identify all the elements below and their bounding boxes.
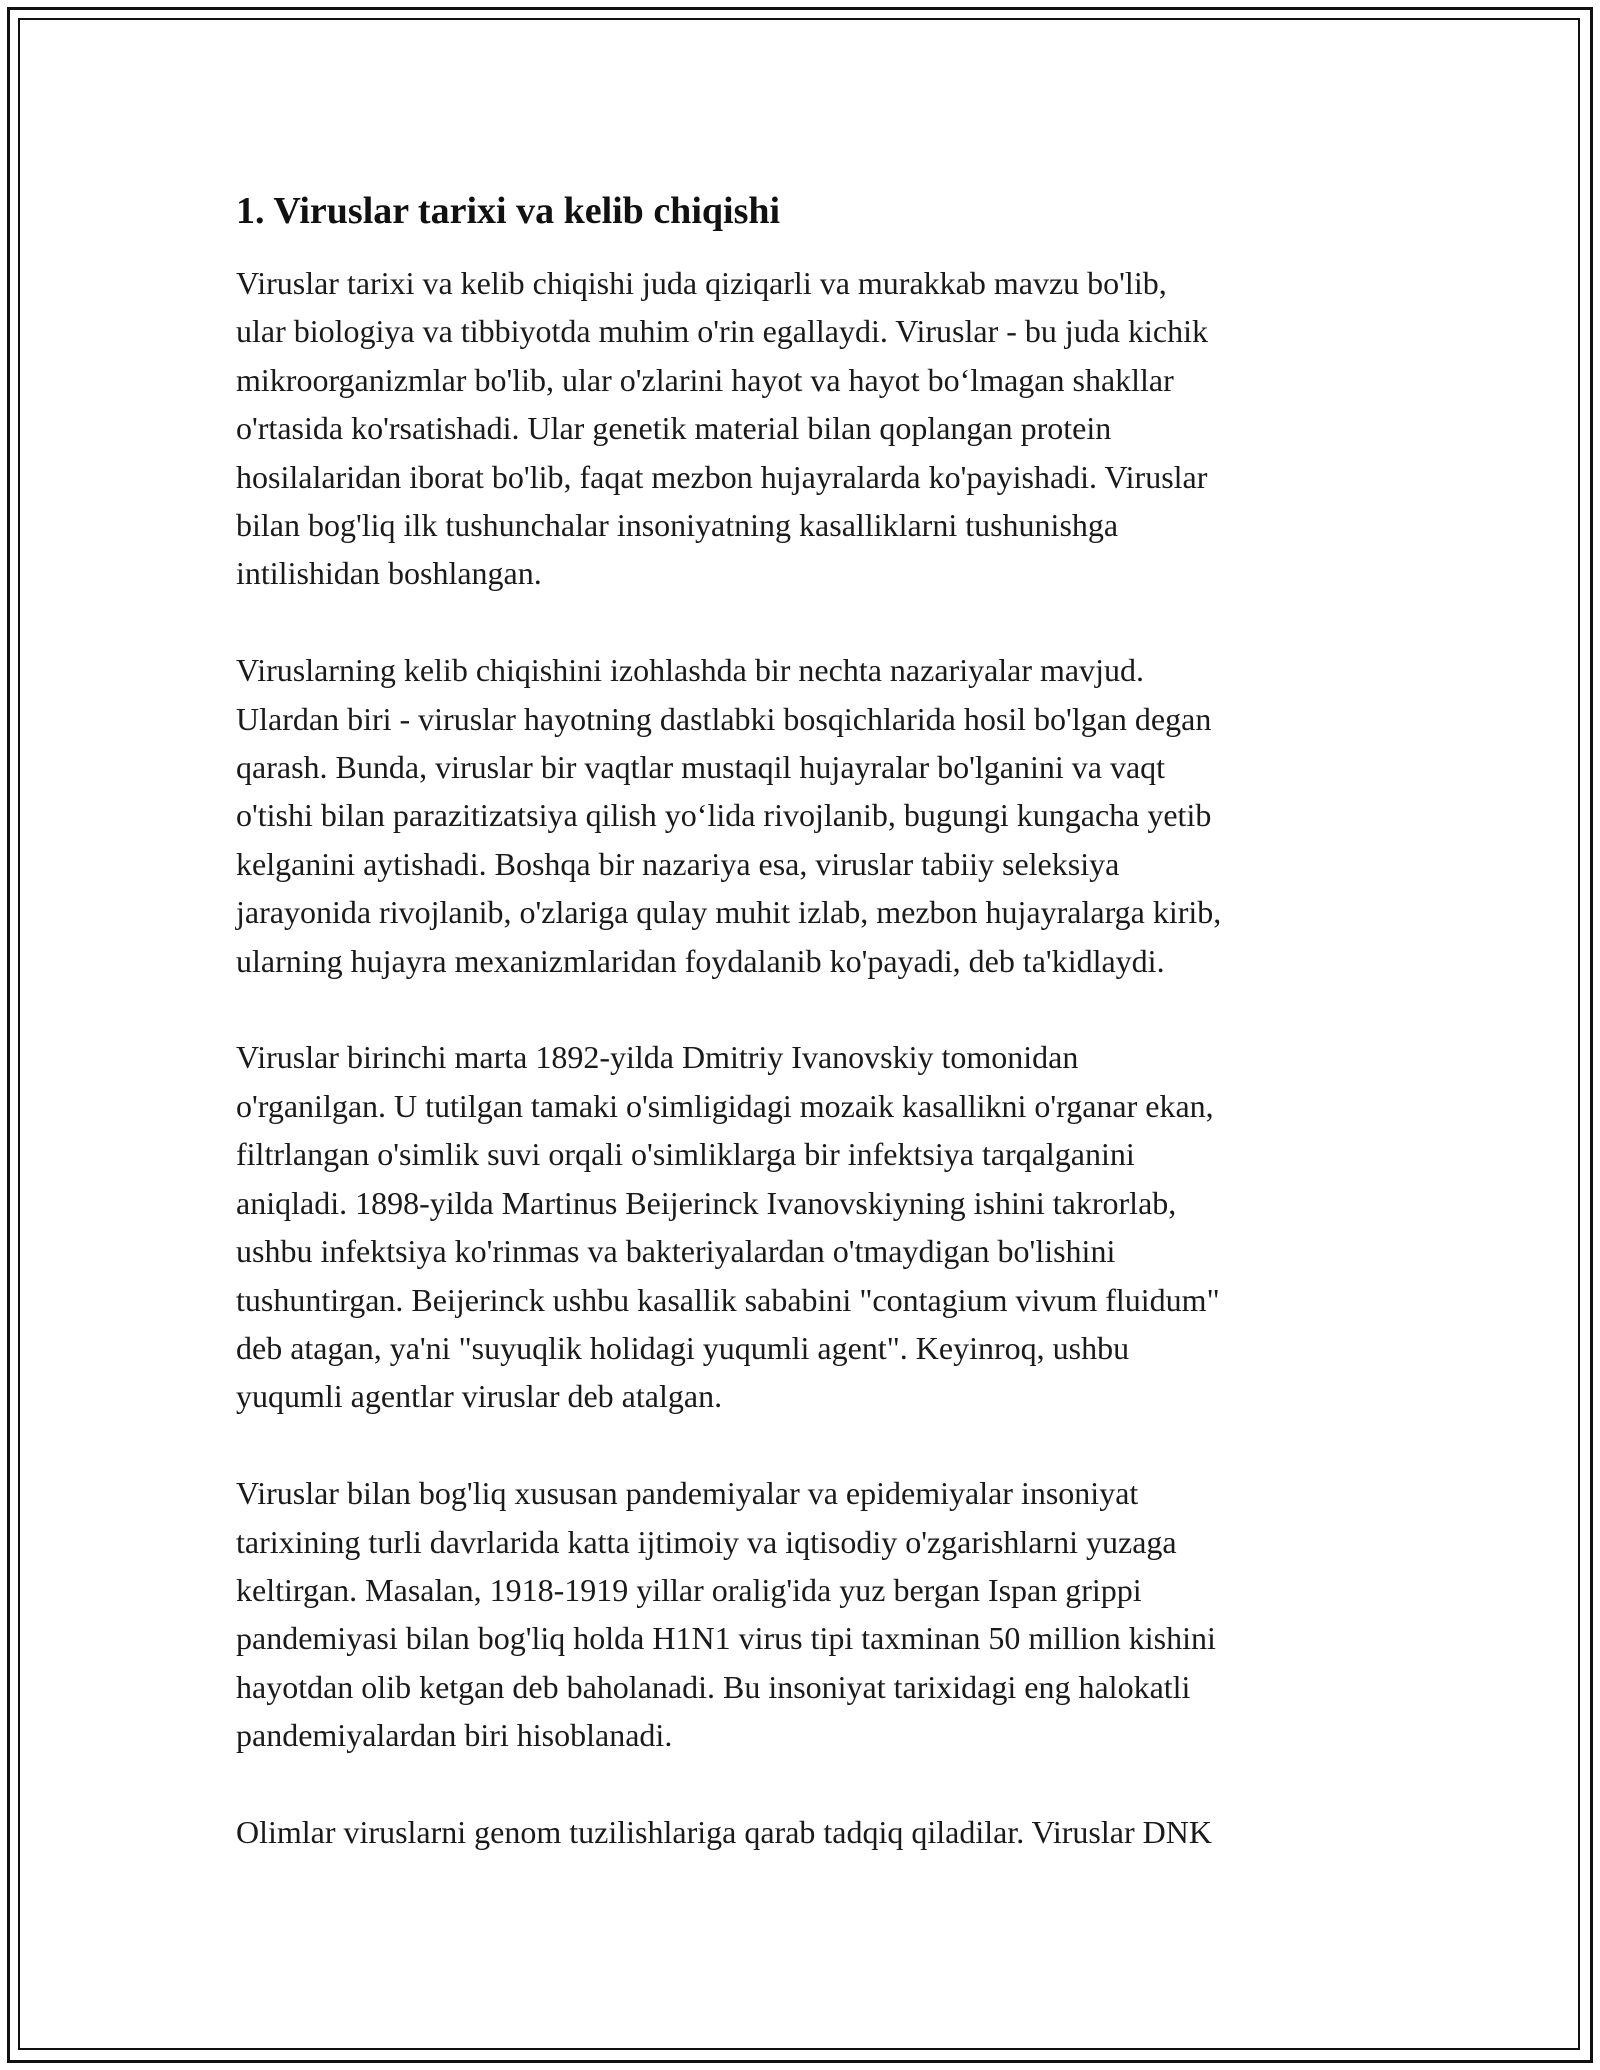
paragraph-line: bilan bog'liq ilk tushunchalar insoniyatning kasalliklarni tushunishga — [236, 507, 1119, 544]
paragraph — [236, 259, 1366, 598]
paragraph-line: pandemiyasi bilan bog'liq holda H1N1 virus tipi taxminan 50 million kishini — [236, 1620, 1216, 1657]
paragraph-line: Ulardan biri - viruslar hayotning dastlabki bosqichlarida hosil bo'lgan degan — [236, 700, 1212, 737]
paragraph-line: hosilalaridan iborat bo'lib, faqat mezbon hujayralarda ko'payishadi. Viruslar — [236, 458, 1208, 495]
paragraph-line: o'rganilgan. U tutilgan tamaki o'simligidagi mozaik kasallikni o'rganar ekan, — [236, 1087, 1214, 1124]
paragraph-line: deb atagan, ya'ni "suyuqlik holidagi yuqumli agent". Keyinroq, ushbu — [236, 1329, 1130, 1366]
paragraph — [236, 1808, 1366, 1856]
paragraph — [236, 1033, 1366, 1420]
paragraph-line: ular biologiya va tibbiyotda muhim o'rin egallaydi. Viruslar - bu juda kichik — [236, 313, 1208, 350]
paragraph-list — [236, 259, 1366, 1856]
paragraph-line: o'rtasida ko'rsatishadi. Ular genetik material bilan qoplangan protein — [236, 410, 1112, 447]
paragraph-line: filtrlangan o'simlik suvi orqali o'simliklarga bir infektsiya tarqalganini — [236, 1136, 1135, 1173]
paragraph-line: kelganini aytishadi. Boshqa bir nazariya esa, viruslar tabiiy seleksiya — [236, 845, 1120, 882]
paragraph-line: jarayonida rivojlanib, o'zlariga qulay muhit izlab, mezbon hujayralarga kirib, — [236, 894, 1222, 931]
paragraph-line: qarash. Bunda, viruslar bir vaqtlar mustaqil hujayralar bo'lganini va vaqt — [236, 749, 1166, 786]
paragraph-line: ularning hujayra mexanizmlaridan foydalanib ko'payadi, deb ta'kidlaydi. — [236, 942, 1165, 979]
paragraph-line: Viruslar birinchi marta 1892-yilda Dmitriy Ivanovskiy tomonidan — [236, 1039, 1079, 1076]
paragraph-line: ushbu infektsiya ko'rinmas va bakteriyalardan o'tmaydigan bo'lishini — [236, 1233, 1116, 1270]
paragraph-line: tushuntirgan. Beijerinck ushbu kasallik sababini "contagium vivum fluidum" — [236, 1281, 1220, 1318]
paragraph-line: tarixining turli davrlarida katta ijtimoiy va iqtisodiy o'zgarishlarni yuzaga — [236, 1523, 1177, 1560]
paragraph-line: pandemiyalardan biri hisoblanadi. — [236, 1717, 673, 1754]
paragraph-line: o'tishi bilan parazitizatsiya qilish yo‘lida rivojlanib, bugungi kungacha yetib — [236, 797, 1212, 834]
paragraph-line: Viruslarning kelib chiqishini izohlashda bir nechta nazariyalar mavjud. — [236, 652, 1145, 689]
paragraph-line: hayotdan olib ketgan deb baholanadi. Bu insoniyat tarixidagi eng halokatli — [236, 1668, 1191, 1705]
paragraph-line: yuqumli agentlar viruslar deb atalgan. — [236, 1378, 723, 1415]
paragraph-line: aniqladi. 1898-yilda Martinus Beijerinck Ivanovskiyning ishini takrorlab, — [236, 1184, 1177, 1221]
paragraph — [236, 1469, 1366, 1759]
paragraph-line: keltirgan. Masalan, 1918-1919 yillar oralig'ida yuz bergan Ispan grippi — [236, 1571, 1142, 1608]
paragraph-line: Viruslar bilan bog'liq xususan pandemiyalar va epidemiyalar insoniyat — [236, 1475, 1139, 1512]
paragraph — [236, 646, 1366, 985]
paragraph-line: Viruslar tarixi va kelib chiqishi juda qiziqarli va murakkab mavzu bo'lib, — [236, 265, 1167, 301]
paragraph-line: Olimlar viruslarni genom tuzilishlariga qarab tadqiq qiladilar. Viruslar DNK — [236, 1813, 1212, 1850]
paragraph-line: intilishidan boshlangan. — [236, 555, 542, 592]
document-body — [236, 185, 1366, 1905]
section-heading: 1. Viruslar tarixi va kelib chiqishi — [236, 190, 781, 232]
paragraph-line: mikroorganizmlar bo'lib, ular o'zlarini hayot va hayot bo‘lmagan shakllar — [236, 361, 1174, 398]
